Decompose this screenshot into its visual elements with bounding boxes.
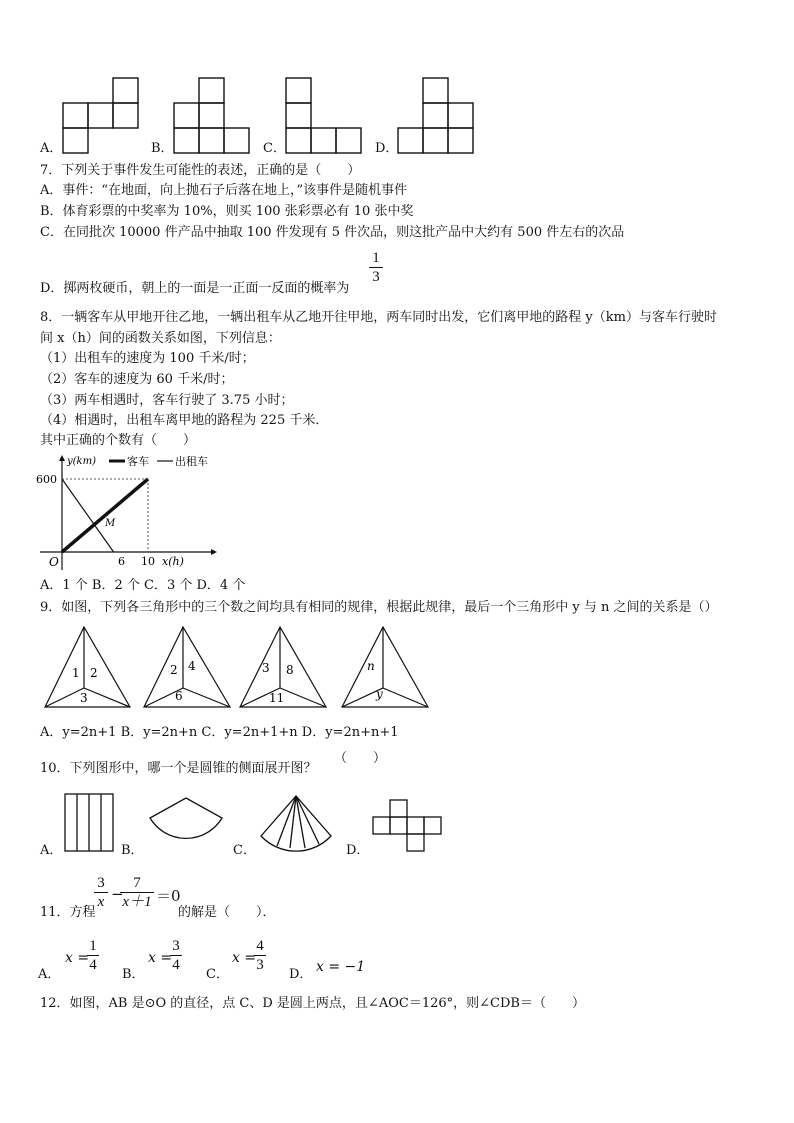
q11-prefix: 11．方程: [40, 905, 96, 920]
q8-info-3: （3）两车相遇时，客车行驶了 3.75 小时；: [40, 393, 294, 408]
x-axis-label: x(h): [162, 555, 184, 568]
triangle1-right: 2: [90, 666, 98, 680]
q12-stem: 12．如图，AB 是⊙O 的直径，点 C、D 是圆上两点，且∠AOC＝126°，则∠CDB＝（ ）: [40, 996, 585, 1011]
q6-option-c: C．: [263, 141, 286, 156]
triangle1-bottom: 3: [80, 691, 88, 705]
triangle4-left: n: [367, 659, 375, 673]
q7-option-c: C．在同批次 10000 件产品中抽取 100 件发现有 5 件次品，则这批产品中大约有 500 件左右的次品: [40, 225, 625, 240]
x-tick-10: 10: [141, 555, 155, 568]
triangle2-right: 4: [188, 659, 196, 673]
q7-option-b: B．体育彩票的中奖率为 10%，则买 100 张彩票必有 10 张中奖: [40, 204, 414, 219]
q6-option-d: D．: [375, 141, 399, 156]
q10-option-d: D．: [346, 843, 370, 858]
q8-stem-line2: 间 x（h）间的函数关系如图，下列信息：: [40, 331, 281, 346]
y-tick-600: 600: [36, 473, 57, 486]
q9-triangles: [40, 622, 440, 712]
legend-taxi-label: 出租车: [175, 455, 208, 468]
y-axis-arrow: [59, 455, 65, 461]
q11-option-a-label: A．: [38, 967, 61, 982]
q8-question: 其中正确的个数有（ ）: [40, 433, 197, 448]
q11-rhs: ＝0: [156, 887, 181, 905]
q7-option-d: D．掷两枚硬币，朝上的一面是一正面一反面的概率为: [40, 281, 350, 296]
q11-option-d-lhs: x = −1: [316, 959, 366, 975]
q10-option-c: C．: [233, 843, 256, 858]
q8-graph: [35, 452, 235, 574]
q8-options: A．1 个 B．2 个 C．3 个 D．4 个: [40, 578, 246, 593]
q11-option-b-lhs: x =: [148, 950, 173, 966]
q9-options: A．y=2n+1 B．y=2n+n C．y=2n+1+n D．y=2n+n+1: [40, 725, 399, 740]
q11-option-c-lhs: x =: [232, 950, 257, 966]
x-tick-6: 6: [118, 555, 125, 568]
triangle1-left: 1: [72, 666, 80, 680]
q11-option-b-label: B．: [122, 967, 145, 982]
point-m-label: M: [105, 518, 116, 529]
q11-frac-1: 3 x: [94, 875, 108, 910]
legend-bus-label: 客车: [127, 455, 149, 468]
triangle2-bottom: 6: [175, 689, 183, 703]
q10-paren: （ ）: [334, 751, 387, 766]
q10-stem: 10．下列图形中，哪一个是圆锥的侧面展开图？: [40, 761, 317, 776]
q11-option-a-lhs: x =: [65, 950, 90, 966]
q9-stem: 9．如图，下列各三角形中的三个数之间均具有相同的规律，根据此规律，最后一个三角形中 y 与 n 之间的关系是（）: [40, 600, 718, 615]
q11-frac-2: 7 x＋1: [120, 875, 154, 910]
q11-option-d-label: D．: [289, 967, 313, 982]
q10-option-b: B．: [121, 843, 144, 858]
q7-stem: 7．下列关于事件发生可能性的表述，正确的是（ ）: [40, 163, 361, 178]
origin-label: O: [49, 555, 59, 569]
q11-suffix: 的解是（ ）．: [178, 905, 276, 920]
q11-option-c-label: C．: [206, 967, 229, 982]
q7-option-a: A．事件：“在地面，向上抛石子后落在地上，”该事件是随机事件: [40, 183, 408, 198]
triangle2-left: 2: [170, 663, 178, 677]
q11-minus: −: [111, 885, 124, 903]
q11-option-a-frac: 1 4: [87, 938, 99, 973]
q8-info-4: （4）相遇时，出租车离甲地的路程为 225 千米．: [40, 413, 329, 428]
q6-option-b: B．: [151, 141, 174, 156]
triangle4-bottom: y: [376, 687, 383, 701]
triangle3-right: 8: [286, 663, 294, 677]
series-bus-line: [62, 479, 148, 552]
q8-stem-line1: 8．一辆客车从甲地开往乙地，一辆出租车从乙地开往甲地，两车同时出发，它们离甲地的路程 y（km）与客车行驶时: [40, 310, 717, 325]
triangle3-left: 3: [262, 661, 270, 675]
q11-option-c-frac: 4 3: [254, 938, 266, 973]
x-axis-arrow: [211, 549, 217, 555]
q11-option-b-frac: 3 4: [170, 938, 182, 973]
y-axis-label: y(km): [67, 456, 96, 467]
q8-info-2: （2）客车的速度为 60 千米/时；: [40, 372, 234, 387]
q8-info-1: （1）出租车的速度为 100 千米/时；: [40, 351, 255, 366]
q10-option-a: A．: [40, 843, 63, 858]
q6-option-a: A．: [40, 141, 63, 156]
triangle3-bottom: 11: [269, 691, 285, 705]
q7-option-d-fraction: 1 3: [369, 250, 383, 285]
